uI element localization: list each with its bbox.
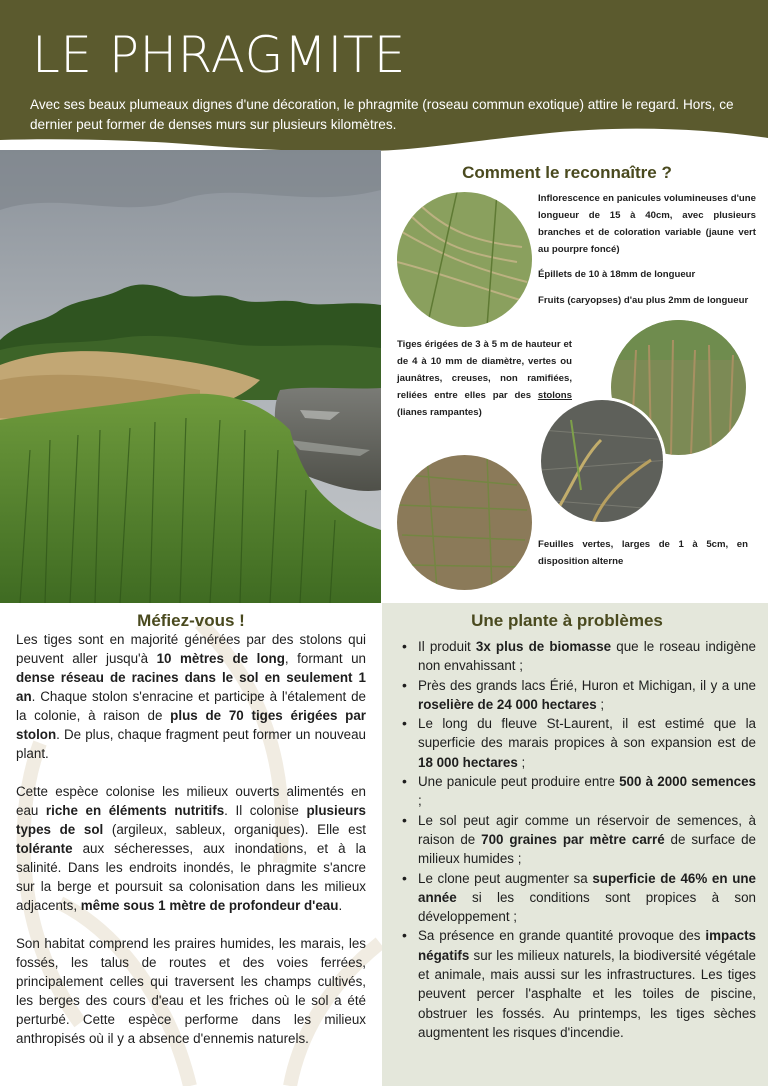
list-item: • Le long du fleuve St-Laurent, il est estimé que la superficie des marais propices à son expansion est de 18 000 hectares ;: [400, 714, 756, 772]
marsh-photo: [0, 150, 381, 603]
list-item: • Une panicule peut produire entre 500 à 2000 semences ;: [400, 772, 756, 811]
list-item: • Sa présence en grande quantité provoque des impacts négatifs sur les milieux naturels, la biodiversité végétale et animale, mais aussi sur les infrastructures. Les tiges peuvent percer l'asphalte et les toiles de piscine, obstruer les fossés. Au printemps, les tiges sèches augmentent les risques d'incendie.: [400, 926, 756, 1042]
mefiez-paragraph-2: Cette espèce colonise les milieux ouverts alimentés en eau riche en éléments nutritifs. Il colonise plusieurs types de sol (argileux, sableux, organiques). Elle est tolérante aux sécheresses, aux inondations, et à la salinité. Dans les endroits inondés, le phragmite s'ancre sur la berge et poursuit sa colonisation dans les milieux adjacents, même sous 1 mètre de profondeur d'eau.: [16, 784, 366, 913]
feuilles-text: Feuilles vertes, larges de 1 à 5cm, en disposition alterne: [538, 539, 748, 567]
mefiez-section: [0, 603, 382, 1086]
inflorescence-photo: [397, 192, 532, 327]
stolon-photo: [538, 397, 666, 525]
tiges-text: Tiges érigées de 3 à 5 m de hauteur et de 4 à 10 mm de diamètre, vertes ou jaunâtres, creuses, non ramifiées, reliées entre elles par des stolons (lianes rampantes): [397, 339, 572, 418]
epillets-text: Épillets de 10 à 18mm de longueur: [538, 269, 696, 280]
page-title: LE PHRAGMITE: [32, 26, 406, 84]
mefiez-paragraph-3: Son habitat comprend les praires humides, les marais, les fossés, les talus de routes et des voies ferrées, principalement celles qui traversent les champs cultivés, les berges des cours d'eau et les friches où le sol a été perturbé. Cette espèce performe dans les milieux anthropisés où il y a absence d'ennemis naturels.: [16, 936, 366, 1046]
fruits-text: Fruits (caryopses) d'au plus 2mm de longueur: [538, 295, 749, 306]
identification-title: Comment le reconnaître ?: [462, 163, 672, 182]
intro-text: Avec ses beaux plumeaux dignes d'une décoration, le phragmite (roseau commun exotique) attire le regard. Hors, ce dernier peut former de denses murs sur plusieurs kilomètres.: [30, 97, 734, 132]
leaves-photo: [397, 455, 532, 590]
list-item: • Le clone peut augmenter sa superficie de 46% en une année si les conditions sont propices à son développement ;: [400, 869, 756, 927]
list-item: • Près des grands lacs Érié, Huron et Michigan, il y a une roselière de 24 000 hectares ;: [400, 676, 756, 715]
mefiez-paragraph-1: Les tiges sont en majorité générées par des stolons qui peuvent aller jusqu'à 10 mètres de long, formant un dense réseau de racines dans le sol en seulement 1 an. Chaque stolon s'enracine et participe à l'étalement de la colonie, à raison de plus de 70 tiges érigées par stolon. De plus, chaque fragment peut former un nouveau plant.: [16, 632, 366, 761]
mefiez-title: Méfiez-vous !: [137, 611, 245, 630]
header-banner: [0, 0, 768, 160]
list-item: • Il produit 3x plus de biomasse que le roseau indigène non envahissant ;: [400, 637, 756, 676]
mefiez-body: [16, 630, 366, 1067]
identification-panel: [382, 150, 768, 603]
list-item: • Le sol peut agir comme un réservoir de semences, à raison de 700 graines par mètre carré de surface de milieux humides ;: [400, 811, 756, 869]
inflorescence-text: Inflorescence en panicules volumineuses d'une longueur de 15 à 40cm, avec plusieurs branches et de coloration variable (jaune vert au pourpre foncé): [538, 193, 756, 255]
probleme-list: [400, 637, 756, 1042]
probleme-section: [382, 603, 768, 1086]
probleme-title: Une plante à problèmes: [471, 611, 663, 630]
